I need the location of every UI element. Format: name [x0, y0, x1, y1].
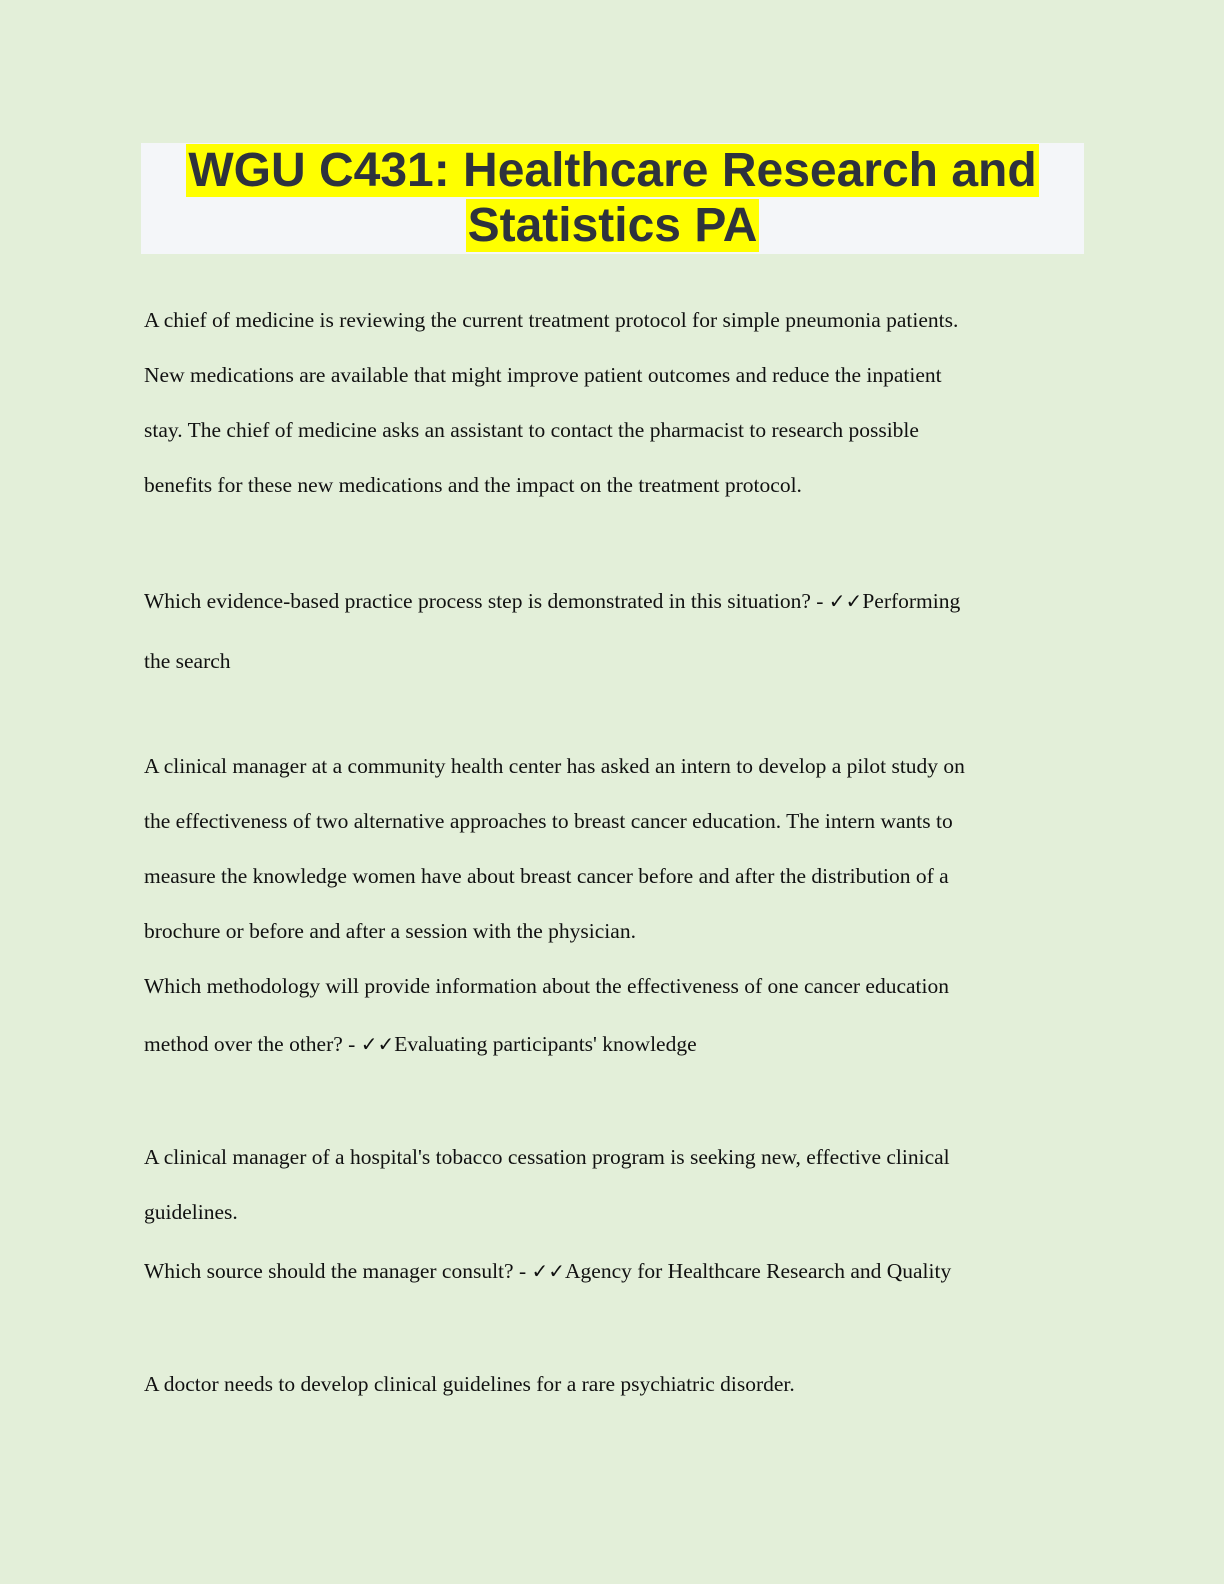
- text-line: measure the knowledge women have about breast cancer before and after the distribution of a: [144, 864, 949, 888]
- text-line: guidelines.: [144, 1200, 238, 1224]
- answer-text: Evaluating participants' knowledge: [394, 1032, 697, 1056]
- document-title: [141, 143, 1084, 253]
- question-text: Which source should the manager consult? -: [144, 1259, 532, 1283]
- question-answer-methodology: [144, 1016, 1084, 1072]
- text-line: brochure or before and after a session with the physician.: [144, 919, 636, 943]
- double-check-icon: ✓✓: [828, 589, 863, 613]
- text-line: benefits for these new medications and the impact on the treatment protocol.: [144, 473, 802, 497]
- double-check-icon: ✓✓: [360, 1032, 395, 1056]
- answer-text-continued: the search: [144, 649, 231, 673]
- paragraph-breast-cancer-study: [144, 739, 1084, 1014]
- text-line: New medications are available that might improve patient outcomes and reduce the inpatient: [144, 363, 942, 387]
- answer-text: Agency for Healthcare Research and Quality: [565, 1259, 952, 1283]
- question-answer-source: [144, 1242, 1084, 1300]
- text-line: A chief of medicine is reviewing the current treatment protocol for simple pneumonia patients.: [144, 308, 959, 332]
- text-line: stay. The chief of medicine asks an assistant to contact the pharmacist to research possible: [144, 418, 919, 442]
- paragraph-pneumonia-scenario: [144, 293, 1084, 513]
- answer-text: Performing: [862, 589, 961, 613]
- title-box: [141, 143, 1084, 254]
- question-text: method over the other? -: [144, 1032, 361, 1056]
- question-answer-ebp-step: [144, 571, 1084, 691]
- question-text: Which evidence-based practice process step is demonstrated in this situation? -: [144, 589, 829, 613]
- double-check-icon: ✓✓: [531, 1259, 565, 1283]
- text-line: A doctor needs to develop clinical guidelines for a rare psychiatric disorder.: [144, 1372, 795, 1396]
- paragraph-psychiatric-disorder: [144, 1357, 1084, 1412]
- title-line-1: WGU C431: Healthcare Research and: [188, 144, 1037, 197]
- paragraph-tobacco-cessation: [144, 1130, 1084, 1240]
- text-line: the effectiveness of two alternative approaches to breast cancer education. The intern wants to: [144, 809, 953, 833]
- text-line: A clinical manager at a community health center has asked an intern to develop a pilot study on: [144, 754, 965, 778]
- text-line: A clinical manager of a hospital's tobacco cessation program is seeking new, effective clinical: [144, 1145, 950, 1169]
- title-line-2: Statistics PA: [467, 199, 758, 252]
- text-line: Which methodology will provide information about the effectiveness of one cancer education: [144, 974, 949, 998]
